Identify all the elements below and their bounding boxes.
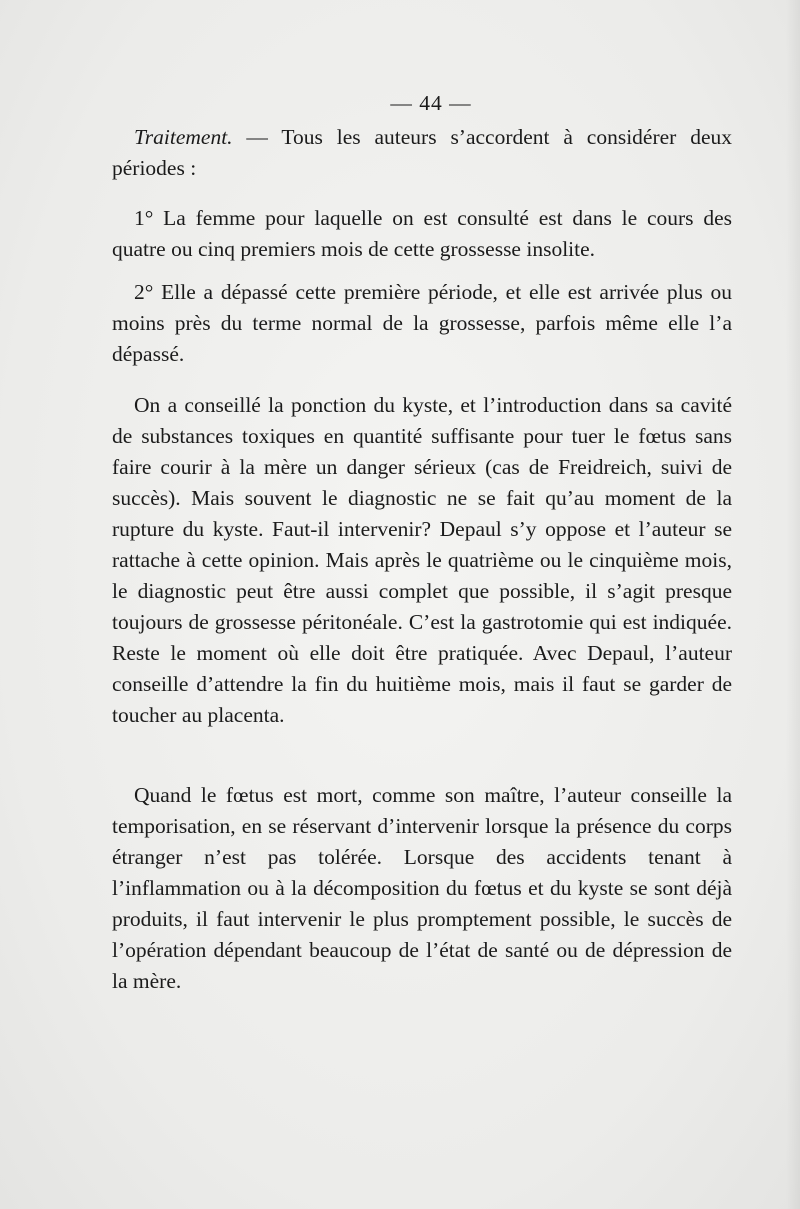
paragraph-puncture: On a conseillé la ponction du kyste, et l’introduction dans sa cavité de substances toxiques en quantité suffisante pour tuer le fœtus sans faire courir à la mère un danger sérieux (cas de Freidreich, suivi de succès). Mais souvent le diagnostic ne se fait qu’au moment de la rupture du kyste. Faut-il intervenir? Depaul s’y oppose et l’auteur se rattache à cette opinion. Mais après le quatrième ou le cinquième mois, le diagnostic peut être aussi complet que possible, il s’agit presque toujours de grossesse péritonéale. C’est la gastrotomie qui est indiquée. Reste le moment où elle doit être pratiquée. Avec Depaul, l’auteur conseille d’attendre la fin du huitième mois, mais il faut se garder de toucher au placenta.: [112, 393, 732, 727]
paragraph-period-two: 2° Elle a dépassé cette première période, et elle est arrivée plus ou moins près du terme normal de la grossesse, parfois même elle l’a dépassé.: [112, 280, 732, 366]
treatment-label: Traitement.: [134, 125, 233, 149]
page-edge-shadow: [786, 0, 800, 1209]
paragraph-treatment: [112, 122, 732, 184]
page-number: — 44 —: [390, 91, 472, 115]
treatment-text: — Tous les auteurs s’accordent à considérer deux périodes :: [112, 125, 732, 180]
paragraph-dead-fetus: Quand le fœtus est mort, comme son maître, l’auteur conseille la temporisation, en se réservant d’intervenir lorsque la présence du corps étranger n’est pas tolérée. Lorsque des accidents tenant à l’inflammation ou à la décomposition du fœtus et du kyste se sont déjà produits, il faut intervenir le plus promptement possible, le succès de l’opération dépendant beaucoup de l’état de santé ou de dépression de la mère.: [112, 783, 732, 993]
page-text-block: [112, 88, 732, 997]
paragraph-period-one: 1° La femme pour laquelle on est consulté est dans le cours des quatre ou cinq premiers mois de cette grossesse insolite.: [112, 206, 732, 261]
